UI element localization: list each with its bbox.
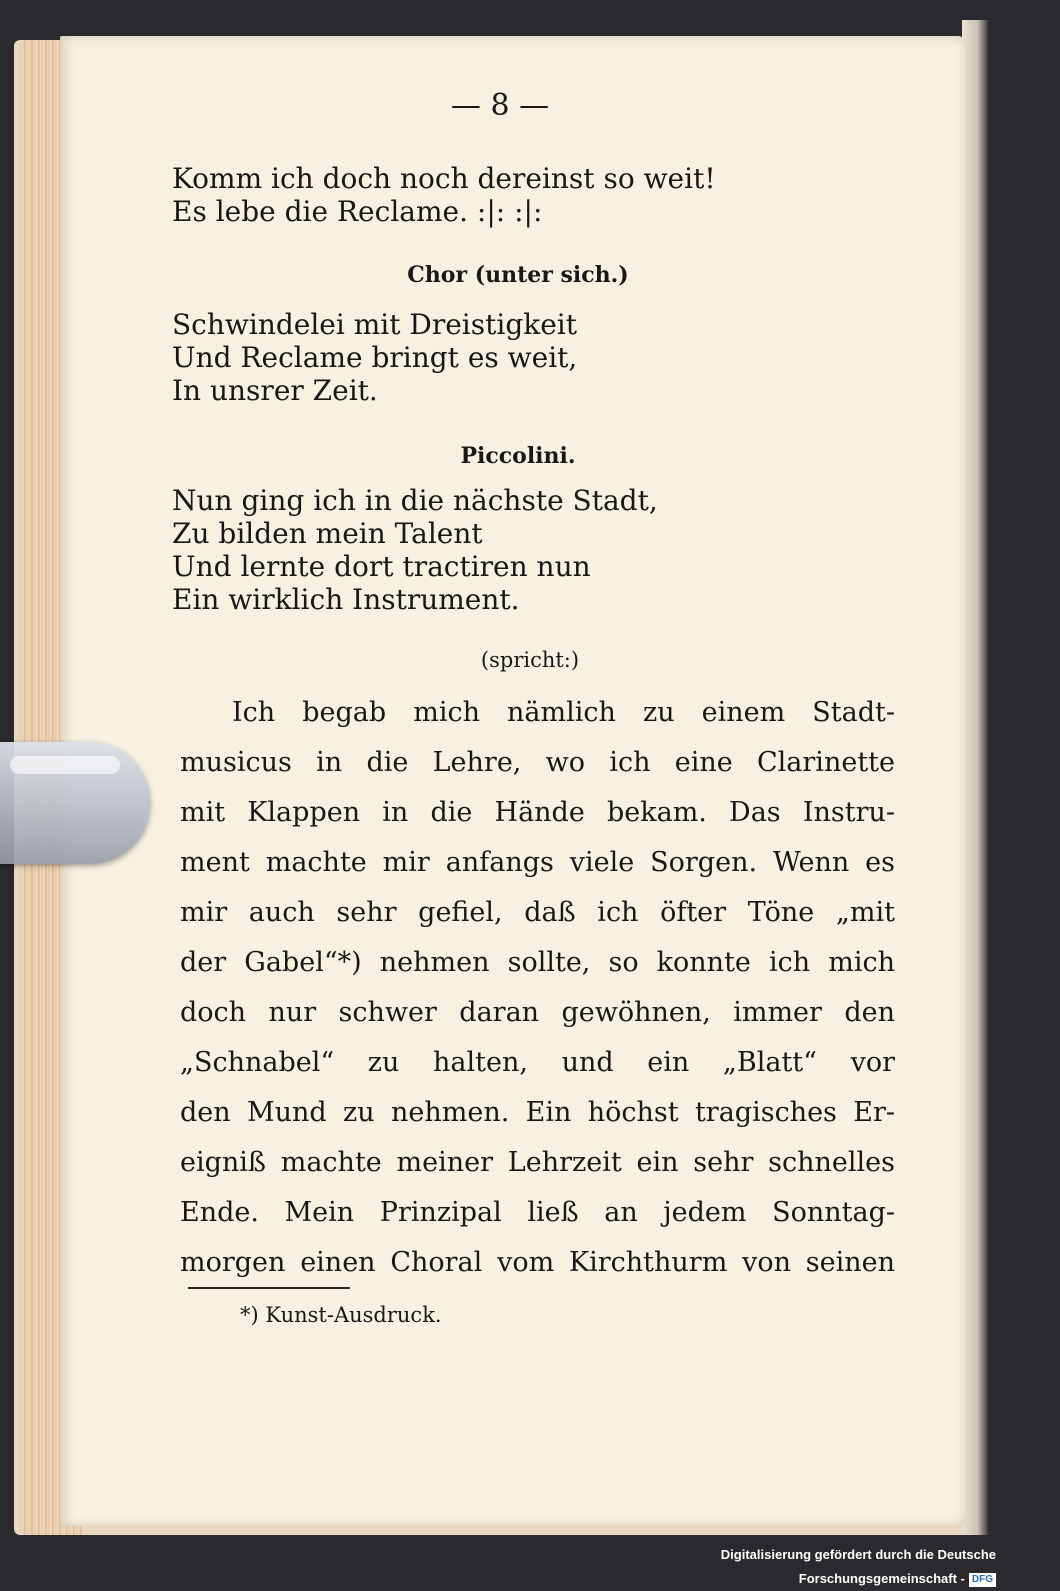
prose-line: „Schnabel“ zu halten, und ein „Blatt“ vor — [180, 1047, 895, 1078]
prose-line: der Gabel“*) nehmen sollte, so konnte ich mich — [180, 947, 895, 978]
verse-line: Und lernte dort tractiren nun — [172, 550, 591, 583]
verse-block-1 — [172, 162, 716, 228]
dfg-logo: DFG — [969, 1573, 996, 1587]
verse-block-3 — [172, 484, 658, 616]
speaker-heading-piccolini: Piccolini. — [460, 443, 576, 469]
prose-line: morgen einen Choral vom Kirchthurm von seinen — [180, 1247, 895, 1278]
verse-line: Zu bilden mein Talent — [172, 517, 483, 550]
prose-line: doch nur schwer daran gewöhnen, immer den — [180, 997, 895, 1028]
prose-line: mir auch sehr gefiel, daß ich öfter Töne „mit — [180, 897, 895, 928]
verse-line: Komm ich doch noch dereinst so weit! — [172, 162, 716, 195]
credit-text: Digitalisierung gefördert durch die Deutsche Forschungsgemeinschaft - — [720, 1547, 996, 1586]
bookmark-clip — [0, 742, 150, 864]
footnote: *) Kunst-Ausdruck. — [240, 1303, 442, 1327]
prose-line: ment machte mir anfangs viele Sorgen. Wenn es — [180, 847, 895, 878]
verse-line: Ein wirklich Instrument. — [172, 583, 520, 616]
verse-block-2 — [172, 308, 577, 407]
prose-paragraph — [180, 688, 895, 1288]
verse-line: Und Reclame bringt es weit, — [172, 341, 578, 374]
prose-line: Ende. Mein Prinzipal ließ an jedem Sonntag- — [180, 1197, 895, 1228]
speaker-heading-chor: Chor (unter sich.) — [407, 262, 629, 288]
verse-line: Es lebe die Reclame. :|: :|: — [172, 195, 543, 228]
stage-direction: (spricht:) — [480, 648, 580, 672]
prose-line: Ich begab mich nämlich zu einem Stadt- — [232, 697, 895, 728]
verse-line: Schwindelei mit Dreistigkeit — [172, 308, 577, 341]
page-number: — 8 — — [450, 88, 550, 123]
footnote-rule — [188, 1287, 350, 1289]
verse-line: In unsrer Zeit. — [172, 374, 378, 407]
prose-line: den Mund zu nehmen. Ein höchst tragisches Er- — [180, 1097, 895, 1128]
prose-line: musicus in die Lehre, wo ich eine Clarinette — [180, 747, 895, 778]
prose-line: eigniß machte meiner Lehrzeit ein sehr schnelles — [180, 1147, 895, 1178]
prose-line: mit Klappen in die Hände bekam. Das Instru- — [180, 797, 895, 828]
verse-line: Nun ging ich in die nächste Stadt, — [172, 484, 658, 517]
digitization-credit — [580, 1543, 1000, 1586]
